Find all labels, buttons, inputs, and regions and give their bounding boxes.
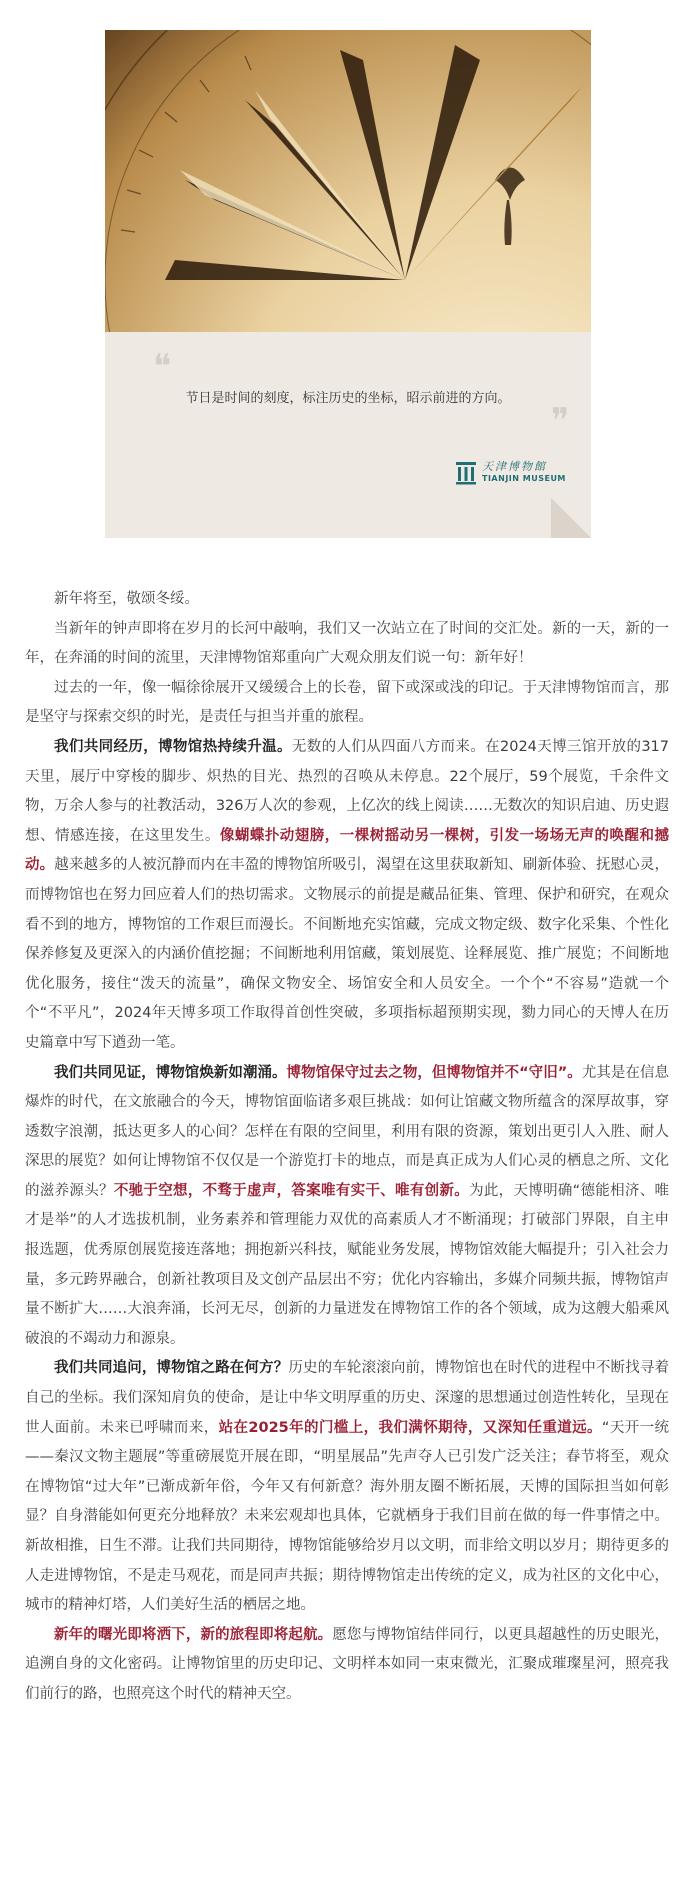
paragraph-witness: [25, 1059, 669, 1355]
quote-open-icon: ❝: [153, 347, 172, 387]
paragraph-lead: 我们共同经历，博物馆热持续升温。: [54, 738, 292, 755]
paragraph-text: 尤其是在信息爆炸的时代，在文旅融合的今天，博物馆面临诸多艰巨挑战：如何让馆藏文物所蕴含的深厚故事，穿透数字浪潮，抵达更多人的心间？怎样在有限的空间里，利用有限的资源，策划出更引人入胜、耐人深思的展览？如何让博物馆不仅仅是一个游览打卡的地点，而是真正成为人们心灵的栖息之所、文化的滋养源头？: [25, 1064, 669, 1199]
paragraph-text: 新年将至，敬颂冬绥。: [54, 591, 199, 607]
paragraph-text: 愿您与博物馆结伴同行，以更具超越性的历史眼光，追溯自身的文化密码。让博物馆里的历史印记、文明样本如同一束束微光，汇聚成璀璨星河，照亮我们前行的路，也照亮这个时代的精神天空。: [25, 1626, 669, 1702]
paragraph-lead: 我们共同见证，博物馆焕新如潮涌。: [54, 1064, 287, 1081]
paragraph-lead: 我们共同追问，博物馆之路在何方？: [54, 1360, 289, 1377]
highlight-text: 站在2025年的门槛上，我们满怀期待，又深知任重道远。: [218, 1419, 602, 1436]
paragraph-text: 历史的车轮滚滚向前，博物馆也在时代的进程中不断找寻着自己的坐标。我们深知肩负的使命，是让中华文明厚重的历史、深邃的思想通过创造性转化，呈现在世人面前。未来已呼啸而来，: [25, 1360, 670, 1436]
highlight-text: 像蝴蝶扑动翅膀，一棵树摇动另一棵树，引发一场场无声的唤醒和撼动。: [25, 827, 670, 874]
highlight-text: 不驰于空想，不骛于虚声，答案唯有实干、唯有创新。: [113, 1182, 470, 1199]
article-body: [25, 585, 669, 1710]
paragraph-question: [25, 1354, 669, 1620]
logo-chinese-name: 天津博物館: [482, 460, 547, 473]
paragraph-intro: [25, 615, 669, 674]
paragraph-text: 越来越多的人被沉静而内在丰盈的博物馆所吸引，渴望在这里获取新知、刷新体验、抚慰心灵，而博物馆也在努力回应着人们的热切需求。文物展示的前提是藏品征集、管理、保护和研究，在观众看不到的地方，博物馆的工作艰巨而漫长。不间断地充实馆藏，完成文物定级、数字化采集、个性化保养修复及更深入的内涵价值挖掘；不间断地利用馆藏，策划展览、诠释展览、推广展览；不间断地优化服务，接住“泼天的流量”，确保文物安全、场馆安全和人员安全。一个个“不容易”造就一个个“不平凡”，2024年天博多项工作取得首创性突破，多项指标超预期实现，勠力同心的天博人在历史篇章中写下遒劲一笔。: [25, 857, 669, 1051]
highlight-text: 新年的曙光即将洒下，新的旅程即将起航。: [54, 1626, 333, 1643]
paragraph-experience: [25, 733, 669, 1059]
paragraph-text: 无数的人们从四面八方而来。在2024天博三馆开放的317天里，展厅中穿梭的脚步、炽热的目光、热烈的召唤从未停息。22个展厅，59个展览，千余件文物，万余人参与的社教活动，326万人次的参观，上亿次的线上阅读……无数次的知识启迪、历史遐想、情感连接，在这里发生。: [25, 738, 670, 844]
paragraph-greeting: [25, 585, 669, 615]
paragraph-closing: [25, 1621, 669, 1710]
hero-compass-image: [105, 30, 591, 332]
quote-close-icon: ❞: [551, 401, 570, 441]
paragraph-past-year: [25, 674, 669, 733]
quote-card: [105, 332, 591, 538]
quote-text: 节日是时间的刻度，标注历史的坐标，昭示前进的方向。: [185, 391, 511, 406]
highlight-text: 博物馆保守过去之物，但博物馆并不“守旧”。: [286, 1064, 582, 1081]
paragraph-text: “天开一统——秦汉文物主题展”等重磅展览开展在即，“明星展品”先声夺人已引发广泛关注；春节将至，观众在博物馆“过大年”已渐成新年俗，今年又有何新意？海外朋友圈不断拓展，天博的国际担当如何彰显？自身潜能如何更充分地释放？未来宏观却也具体，它就栖身于我们目前在做的每一件事情之中。新故相推，日生不滞。让我们共同期待，博物馆能够给岁月以文明，而非给文明以岁月；期待更多的人走进博物馆，不是走马观花，而是同声共振；期待博物馆走出传统的定义，成为社区的文化中心，城市的精神灯塔，人们美好生活的栖居之地。: [25, 1419, 670, 1614]
paragraph-text: 当新年的钟声即将在岁月的长河中敲响，我们又一次站立在了时间的交汇处。新的一天，新的一年，在奔涌的时间的流里，天津博物馆郑重向广大观众朋友们说一句：新年好！: [25, 620, 669, 667]
logo-english-name: TIANJIN MUSEUM: [482, 474, 566, 483]
compass-illustration: [105, 30, 591, 332]
page-fold-decoration: [551, 498, 591, 538]
paragraph-text: 过去的一年，像一幅徐徐展开又缓缓合上的长卷，留下或深或浅的印记。于天津博物馆而言，那是坚守与探索交织的时光，是责任与担当并重的旅程。: [25, 679, 669, 726]
museum-logo-icon: [455, 459, 477, 485]
paragraph-text: 为此，天博明确“德能相济、唯才是举”的人才选拔机制，业务素养和管理能力双优的高素质人才不断涌现；打破部门界限，自主申报选题，优秀原创展览接连落地；拥抱新兴科技，赋能业务发展，博物馆效能大幅提升；引入社会力量，多元跨界融合，创新社教项目及文创产品层出不穷；优化内容输出，多媒介同频共振，博物馆声量不断扩大……大浪奔涌，长河无尽，创新的力量迸发在博物馆工作的各个领域，成为这艘大船乘风破浪的不竭动力和源泉。: [25, 1182, 669, 1347]
